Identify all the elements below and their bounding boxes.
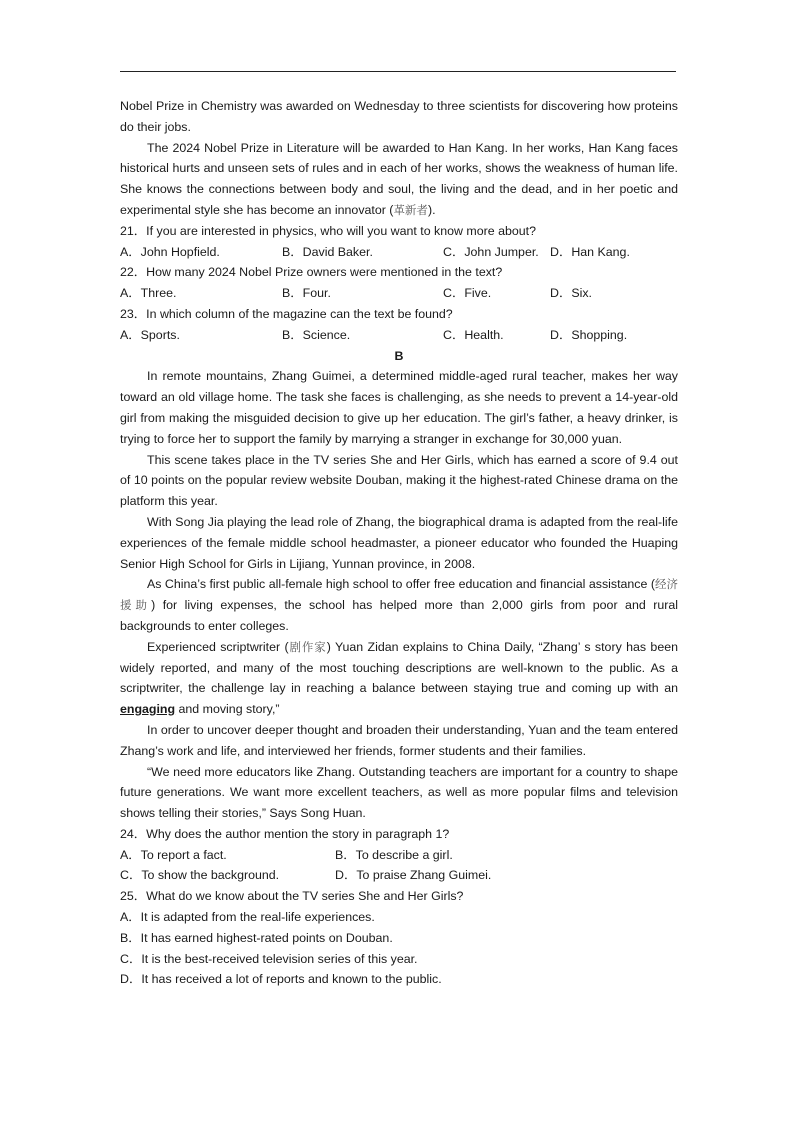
text: ) Yuan Zidan explains to China Daily, “Zhang’ s story has been widely reported, and many of the most touching descriptions are well-known to the public. As a scriptwriter, the challenge lay in reaching a balance between staying true and coming up with an xyxy=(120,639,678,696)
option-d: D．Shopping. xyxy=(550,327,628,342)
option-a: A．It is adapted from the real-life experiences. xyxy=(120,910,375,925)
question-22: 22．How many 2024 Nobel Prize owners were mentioned in the text? xyxy=(120,265,503,280)
option-c: C．Five. xyxy=(443,286,492,301)
text: and moving story,” xyxy=(175,702,280,717)
passage-a-paragraph-1: Nobel Prize in Chemistry was awarded on Wednesday to three scientists for discovering how proteins do their jobs. xyxy=(120,99,678,134)
option-c: C．To show the background. xyxy=(120,868,280,883)
underlined-word: engaging xyxy=(120,702,176,717)
passage-b-paragraph-3: With Song Jia playing the lead role of Zhang, the biographical drama is adapted from the real-life experiences of the female middle school headmaster, a pioneer educator who founded the Huaping Senior High School for Girls in Lijiang, Yunnan province, in 2008. xyxy=(120,514,678,571)
chinese-gloss: 剧作家 xyxy=(288,639,327,654)
text: As China’s first public all-female high school to offer free education and financial assistance ( xyxy=(147,577,655,592)
passage-b-paragraph-5 xyxy=(120,637,678,720)
text: ) for living expenses, the school has helped more than 2,000 girls from poor and rural backgrounds to enter colleges. xyxy=(120,598,678,633)
option-c: C．It is the best-received television series of this year. xyxy=(120,951,418,966)
question-24-options-row-2 xyxy=(120,865,678,886)
question-21: 21．If you are interested in physics, who will you want to know more about? xyxy=(120,223,536,238)
question-24-options-row-1 xyxy=(120,845,678,866)
question-23: 23．In which column of the magazine can the text be found? xyxy=(120,306,453,321)
option-d: D．Han Kang. xyxy=(550,244,630,259)
chinese-gloss: 革新者 xyxy=(393,202,428,217)
chinese-gloss: 经济援助 xyxy=(120,577,679,613)
question-24: 24．Why does the author mention the story in paragraph 1? xyxy=(120,826,450,841)
passage-b-paragraph-7: “We need more educators like Zhang. Outstanding teachers are important for a country to shape future generations. We want more excellent teachers, as well as more popular films and television shows telling their stories,” Says Song Huan. xyxy=(120,764,678,821)
passage-b-paragraph-4 xyxy=(120,574,678,636)
passage-b-paragraph-6: In order to uncover deeper thought and broaden their understanding, Yuan and the team entered Zhang’s work and life, and interviewed her friends, former students and their families. xyxy=(120,722,678,758)
option-b: B．It has earned highest-rated points on Douban. xyxy=(120,930,393,945)
option-a: A．Three. xyxy=(120,286,177,301)
option-c: C．Health. xyxy=(443,327,504,342)
text: Experienced scriptwriter ( xyxy=(147,639,289,654)
option-a: A．John Hopfield. xyxy=(120,244,220,259)
text: The 2024 Nobel Prize in Literature will be awarded to Han Kang. In her works, Han Kang faces historical hurts and unseen sets of rules and in each of her works, shows the weakness of human life. She knows the connections between body and soul, the living and the dead, and in her poetic and experimental style she has become an innovator ( xyxy=(120,140,678,217)
passage-b-paragraph-1: In remote mountains, Zhang Guimei, a determined middle-aged rural teacher, makes her way toward an old village home. The task she faces is challenging, as she needs to prevent a 14-year-old girl from making the misguided decision to give up her education. The girl’s father, a heavy drinker, is trying to force her to support the family by marrying a stranger in exchange for 30,000 yuan. xyxy=(120,369,678,446)
option-d: D．To praise Zhang Guimei. xyxy=(335,868,492,883)
option-d: D．Six. xyxy=(550,286,592,301)
option-c: C．John Jumper. xyxy=(443,244,539,259)
passage-a-paragraph-2 xyxy=(120,138,678,221)
option-b: B．Four. xyxy=(282,286,331,301)
question-25: 25．What do we know about the TV series She and Her Girls? xyxy=(120,889,464,904)
document-body xyxy=(120,96,678,990)
option-a: A．Sports. xyxy=(120,327,180,342)
question-23-options xyxy=(120,325,678,346)
option-b: B．Science. xyxy=(282,327,351,342)
question-22-options xyxy=(120,283,678,304)
option-b: B．To describe a girl. xyxy=(335,847,453,862)
question-21-options xyxy=(120,242,678,263)
option-d: D．It has received a lot of reports and known to the public. xyxy=(120,972,442,987)
section-b-heading: B xyxy=(394,348,404,363)
option-a: A．To report a fact. xyxy=(120,847,227,862)
passage-b-paragraph-2: This scene takes place in the TV series She and Her Girls, which has earned a score of 9.4 out of 10 points on the popular review website Douban, making it the highest-rated Chinese drama on the platform this year. xyxy=(120,452,678,509)
text: ). xyxy=(427,202,436,217)
header-rule xyxy=(120,71,676,72)
option-b: B．David Baker. xyxy=(282,244,373,259)
